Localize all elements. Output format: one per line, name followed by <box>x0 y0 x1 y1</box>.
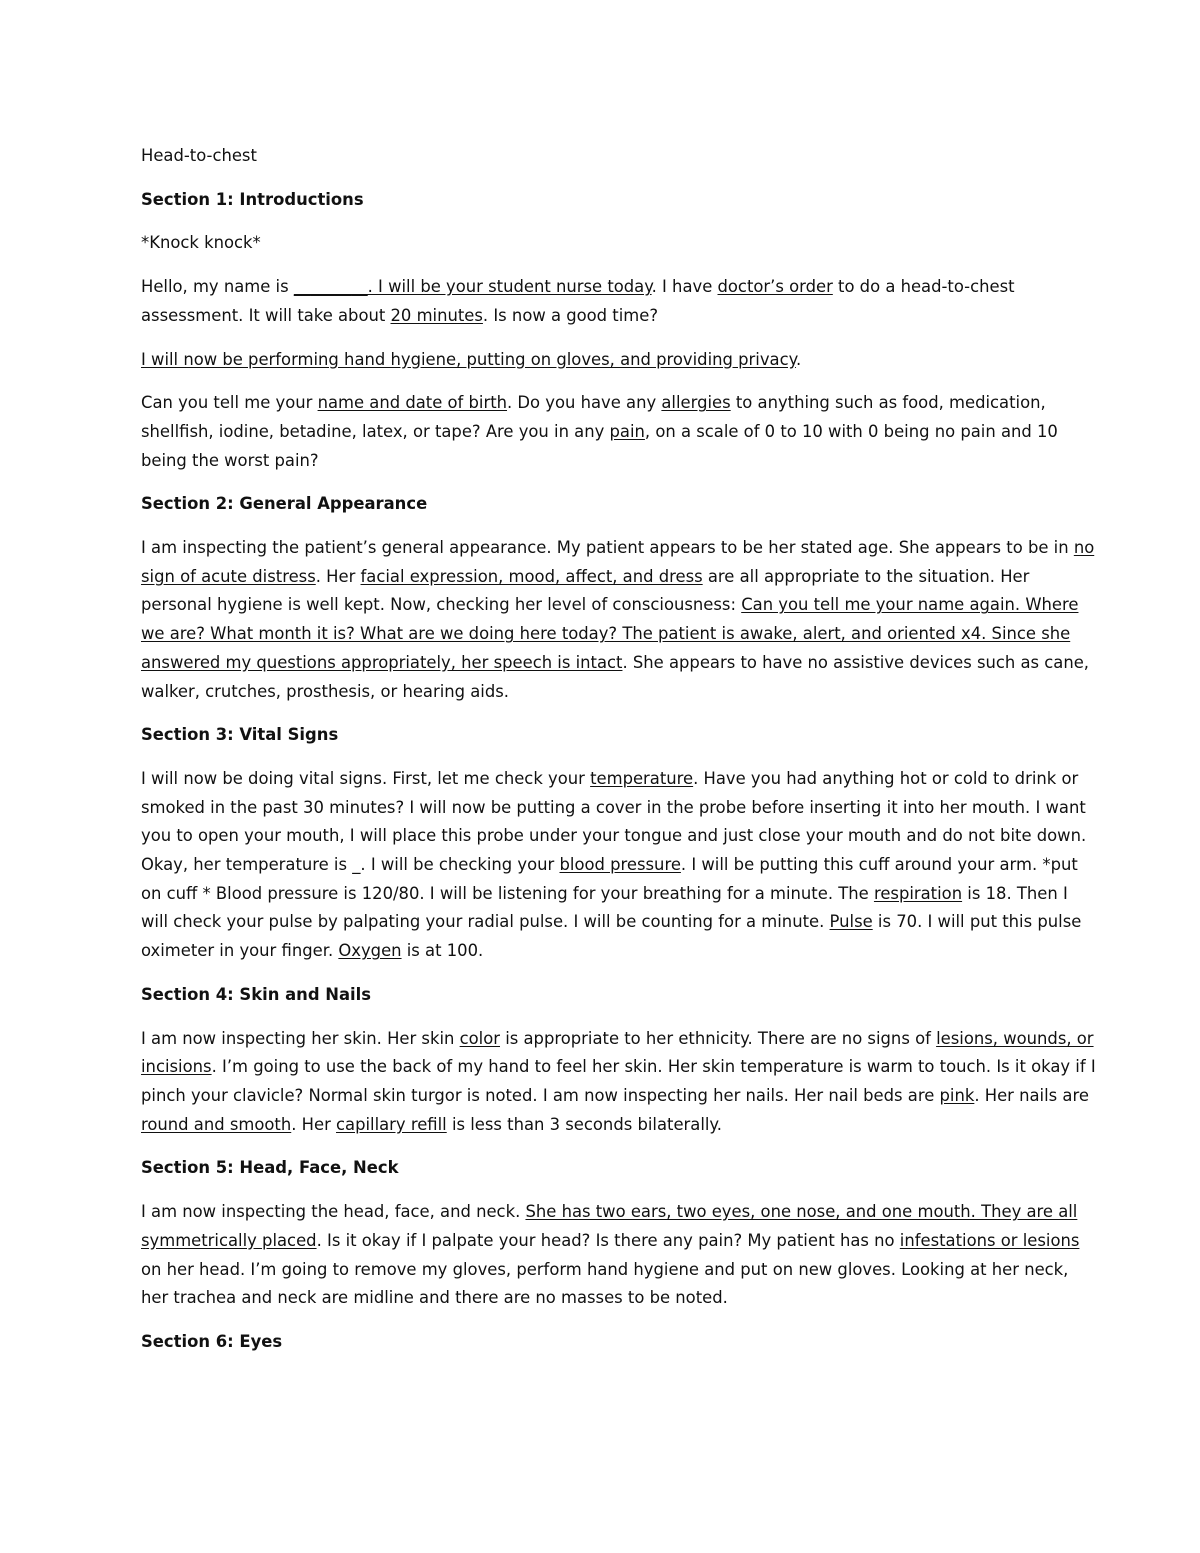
text-run: Hello, my name is <box>141 277 294 297</box>
section-paragraph <box>141 534 1100 706</box>
text-run: . <box>795 349 802 369</box>
underlined-text: doctor’s order <box>717 277 833 297</box>
underlined-text: _________. I will be your student nurse today <box>293 277 652 297</box>
text-run: . Have you had anything hot or cold to drink or smoked in the past 30 minutes? I will now be putting a cover in the probe before inserting it into her mouth. I want you to open your mouth, I will place this probe under your tongue and just close your mouth and do not bite down. Okay, her temperature is _. I will be checking your <box>141 768 1087 875</box>
text-run: . Her nails are <box>974 1085 1089 1105</box>
underlined-text: name and date of birth <box>317 393 508 413</box>
underlined-text: round and smooth <box>141 1114 292 1134</box>
text-run: I am now inspecting the head, face, and neck. <box>141 1202 526 1222</box>
text-run: is appropriate to her ethnicity. There are no signs of <box>500 1028 937 1048</box>
underlined-text: facial expression, mood, affect, and dress <box>360 566 703 586</box>
text-run: . She appears to have no assistive devices such as cane, walker, crutches, prosthesis, or hearing aids. <box>141 652 1090 701</box>
section-paragraph <box>141 273 1100 330</box>
underlined-text: temperature <box>590 768 694 788</box>
text-run: I will now be doing vital signs. First, let me check your <box>141 768 591 788</box>
text-run: is at 100. <box>401 941 484 961</box>
text-run: is 70. I will put this pulse oximeter in your finger. <box>141 912 1082 961</box>
underlined-text: lesions, wounds, or incisions <box>141 1028 1094 1077</box>
text-run: *Knock knock* <box>141 233 261 253</box>
underlined-text: color <box>459 1028 500 1048</box>
text-run: . Is it okay if I palpate your head? Is there any pain? My patient has no <box>316 1230 900 1250</box>
section-heading: Section 4: Skin and Nails <box>141 984 372 1004</box>
text-run: is 18. Then I will check your pulse by palpating your radial pulse. I will be counting for a minute. <box>141 883 1068 932</box>
text-run: . I will be putting this cuff around your arm. *put on cuff * Blood pressure is 120/80. I will be listening for your breathing for a minute. The <box>141 855 1078 903</box>
section-paragraph <box>141 389 1100 475</box>
text-run: I am now inspecting her skin. Her skin <box>141 1028 460 1048</box>
underlined-text: blood pressure <box>559 855 681 875</box>
underlined-text: infestations or lesions <box>899 1230 1080 1250</box>
section-paragraph <box>141 1198 1100 1313</box>
document-body <box>141 186 1100 1357</box>
text-run: I am inspecting the patient’s general appearance. My patient appears to be her stated age. She appears to be in <box>141 538 1074 558</box>
text-run: is less than 3 seconds bilaterally. <box>446 1114 723 1134</box>
underlined-text: She has two ears, two eyes, one nose, and one mouth. They are all symmetrically placed <box>141 1202 1078 1250</box>
text-run: . Her <box>315 566 361 586</box>
text-run: , on a scale of 0 to 10 with 0 being no pain and 10 being the worst pain? <box>141 421 1058 470</box>
text-run: . Is now a good time? <box>482 305 659 325</box>
section-heading: Section 3: Vital Signs <box>141 725 339 745</box>
text-run: on her head. I’m going to remove my gloves, perform hand hygiene and put on new gloves. Looking at her neck, her trachea and neck are midline and there are no masses to be noted. <box>141 1259 1069 1308</box>
section-heading: Section 2: General Appearance <box>141 494 428 514</box>
text-run: to do a head-to-chest assessment. It will take about <box>141 277 1015 325</box>
underlined-text: allergies <box>661 393 731 413</box>
section-heading: Section 6: Eyes <box>141 1331 283 1351</box>
underlined-text: pink <box>939 1085 975 1105</box>
text-run: . Do you have any <box>507 393 662 413</box>
underlined-text: 20 minutes <box>390 305 483 325</box>
underlined-text: Pulse <box>829 912 873 932</box>
text-run: to anything such as food, medication, shellfish, iodine, betadine, latex, or tape? Are you in any <box>141 393 1046 441</box>
underlined-text: respiration <box>873 883 963 903</box>
text-run: . Her <box>291 1114 337 1134</box>
section-heading: Section 1: Introductions <box>141 189 364 209</box>
text-run: Can you tell me your <box>141 393 318 413</box>
section-heading: Section 5: Head, Face, Neck <box>141 1158 399 1178</box>
underlined-text: Oxygen <box>338 941 402 961</box>
section-paragraph <box>141 765 1100 966</box>
section-paragraph <box>141 346 1100 375</box>
underlined-text: no sign of acute distress <box>141 538 1095 586</box>
document-title: Head-to-chest <box>141 146 257 165</box>
section-paragraph <box>141 1025 1100 1140</box>
text-run: . I have <box>651 277 718 297</box>
text-run: are all appropriate to the situation. Her personal hygiene is well kept. Now, checking her level of consciousness: <box>141 566 1030 615</box>
section-paragraph <box>141 229 1100 258</box>
underlined-text: capillary refill <box>336 1114 447 1134</box>
text-run: . I’m going to use the back of my hand to feel her skin. Her skin temperature is warm to touch. Is it okay if I pinch your clavicle? Normal skin turgor is noted. I am now inspecting her nails. Her nail beds are <box>141 1057 1096 1105</box>
underlined-text: I will now be performing hand hygiene, putting on gloves, and providing privacy <box>141 349 796 369</box>
underlined-text: pain <box>609 421 645 441</box>
underlined-text: Can you tell me your name again. Where we are? What month it is? What are we doing here today? The patient is awake, alert, and oriented x4. Since she answered my questions appropriately, her speech is intact <box>141 595 1079 672</box>
